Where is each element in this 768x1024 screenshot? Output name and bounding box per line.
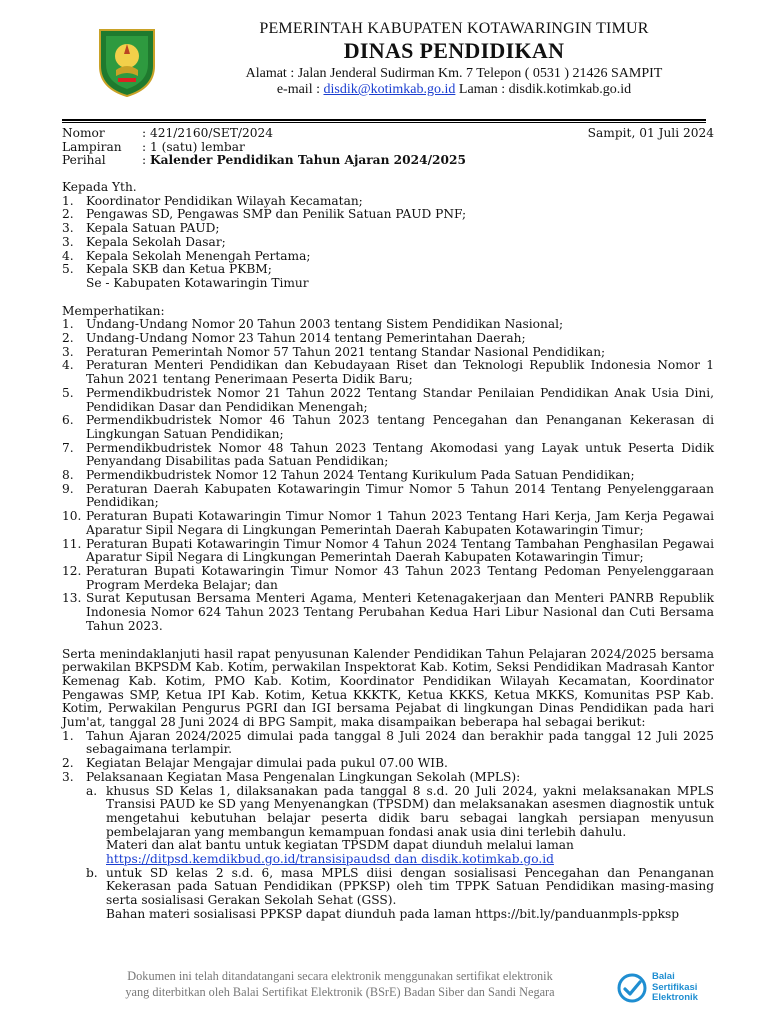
- list-item-text: Peraturan Bupati Kotawaringin Timur Nomor 43 Tahun 2023 Tentang Pedoman Penyelenggaraan Program Merdeka Belajar; dan: [86, 563, 714, 592]
- addressees-list: [62, 195, 714, 277]
- letter-date: Sampit, 01 Juli 2024: [587, 126, 714, 140]
- list-item-text: Permendikbudristek Nomor 21 Tahun 2022 Tentang Standar Penilaian Pendidikan Anak Usia Dini, Pendidikan Dasar dan Pendidikan Menengah;: [86, 385, 714, 414]
- considering-heading: Memperhatikan:: [62, 303, 165, 318]
- list-item: [62, 469, 714, 483]
- followup: [62, 648, 714, 922]
- followup-list: [62, 730, 714, 785]
- list-item-number: 4.: [62, 358, 74, 373]
- email-label: e-mail :: [276, 82, 324, 97]
- list-item-text: Undang-Undang Nomor 20 Tahun 2003 tentang Sistem Pendidikan Nasional;: [86, 317, 564, 332]
- list-item-text: Surat Keputusan Bersama Menteri Agama, Menteri Ketenagakerjaan dan Menteri PANRB Republik Indonesia Nomor 624 Tahun 2023 Tentang Perubahan Kedua Hari Libur Nasional dan Cuti Bersama Tahun 2023.: [86, 591, 714, 633]
- bsre-label-line-2: Sertifikasi: [652, 981, 698, 993]
- header-rule-thick: [62, 119, 706, 121]
- list-item-text: Permendikbudristek Nomor 48 Tahun 2023 Tentang Akomodasi yang Layak untuk Peserta Didik Penyandang Disabilitas pada Satuan Pendidikan;: [86, 440, 714, 469]
- letterhead: [0, 16, 768, 116]
- list-item-number: 5.: [62, 262, 74, 277]
- list-item: [62, 730, 714, 757]
- perihal-value: Kalender Pendidikan Tahun Ajaran 2024/2025: [149, 153, 466, 168]
- list-item-text: Kepala Sekolah Menengah Pertama;: [86, 248, 311, 263]
- list-item: [62, 592, 714, 633]
- list-item: [62, 483, 714, 510]
- letter-body: [62, 127, 714, 922]
- list-item-text: Kepala SKB dan Ketua PKBM;: [86, 262, 272, 277]
- list-item-text: Permendikbudristek Nomor 12 Tahun 2024 Tentang Kurikulum Pada Satuan Pendidikan;: [86, 468, 635, 483]
- list-item-number: 4.: [62, 248, 74, 263]
- list-item-text: Kepala Sekolah Dasar;: [86, 234, 226, 249]
- sub-item-b-text: untuk SD kelas 2 s.d. 6, masa MPLS diisi dengan sosialisasi Pencegahan dan Penanganan Kekerasan pada Satuan Pendidikan (PPKSP) oleh tim TPPK Satuan Pendidikan masing-masing serta sosialisasi Gerakan Sekolah Sehat (GSS).: [106, 865, 714, 908]
- list-item-text: Permendikbudristek Nomor 46 Tahun 2023 tentang Pencegahan dan Penanganan Kekerasan di Lingkungan Satuan Pendidikan;: [86, 413, 714, 441]
- list-item: [62, 263, 714, 277]
- list-item: [62, 510, 714, 537]
- list-item-text: Tahun Ajaran 2024/2025 dimulai pada tanggal 8 Juli 2024 dan berakhir pada tanggal 12 Juli 2025 sebagaimana terlampir.: [86, 728, 714, 757]
- mpls-sub-list: [86, 785, 714, 922]
- list-item-number: 8.: [62, 468, 74, 483]
- bsre-label: [652, 972, 698, 1004]
- list-item-number: 2.: [62, 207, 74, 222]
- e-signature-line-2: yang diterbitkan oleh Balai Sertifikat Elektronik (BSrE) Badan Siber dan Sandi Negara: [125, 985, 555, 999]
- list-item-text: Kepala Satuan PAUD;: [86, 221, 220, 236]
- perihal-label: Perihal: [62, 153, 106, 168]
- followup-paragraph: Serta menindaklanjuti hasil rapat penyusunan Kalender Pendidikan Tahun Pelajaran 2024/2025 bersama perwakilan BKPSDM Kab. Kotim, perwakilan Inspektorat Kab. Kotim, Seksi Pendidikan Madrasah Kantor Kemenag Kab. Kotim, PMO Kab. Kotim, Koordinator Pendidikan Wilayah Kecamatan, Koordinator Pengawas SMP, Ketua IPI Kab. Kotim, Ketua KKKTK, Ketua KKKS, Ketua MKKS, Komunitas PSP Kab. Kotim, Perwakilan Pengurus PGRI dan IGI bersama Pejabat di lingkungan Dinas Pendidikan pada hari Jum'at, tanggal 28 Juni 2024 di BPG Sampit, maka disampaikan beberapa hal sebagai berikut:: [62, 646, 714, 730]
- list-item: [62, 414, 714, 441]
- list-item-number: 1.: [62, 728, 74, 743]
- list-item-text: Undang-Undang Nomor 23 Tahun 2014 tentang Pemerintahan Daerah;: [86, 331, 526, 346]
- list-item-number: 10.: [62, 509, 82, 524]
- list-item-number: 2.: [62, 331, 74, 346]
- list-item: [62, 565, 714, 592]
- list-item: [86, 785, 714, 867]
- list-item-number: 3.: [62, 221, 74, 236]
- e-signature-line-1: Dokumen ini telah ditandatangani secara elektronik menggunakan sertifikat elektronik: [127, 969, 553, 983]
- sub-item-b-download: Bahan materi sosialisasi PPKSP dapat diunduh pada laman https://bit.ly/panduanmpls-ppksp: [106, 906, 680, 921]
- considering-list: [62, 318, 714, 633]
- list-item: [62, 771, 714, 785]
- header-rule-thin: [62, 122, 706, 123]
- nomor-value: : 421/2160/SET/2024: [142, 126, 273, 140]
- letter-meta: [62, 127, 714, 169]
- perihal-colon: :: [142, 153, 150, 168]
- contact-line: [160, 82, 748, 98]
- lampiran-value: : 1 (satu) lembar: [142, 139, 245, 154]
- list-item-number: 2.: [62, 756, 74, 771]
- office-name: DINAS PENDIDIKAN: [343, 38, 565, 63]
- list-item-number: 3.: [62, 234, 74, 249]
- list-item: [62, 195, 714, 209]
- tpsdm-download-link[interactable]: https://ditpsd.kemdikbud.go.id/transisipaudsd dan disdik.kotimkab.go.id: [106, 852, 554, 867]
- list-item-text: Pengawas SD, Pengawas SMP dan Penilik Satuan PAUD PNF;: [86, 207, 467, 222]
- list-item-number: 5.: [62, 385, 74, 400]
- letterhead-text: [160, 20, 748, 98]
- list-item-text: Peraturan Menteri Pendidikan dan Kebudayaan Riset dan Teknologi Republik Indonesia Nomor 1 Tahun 2021 tentang Penerimaan Peserta Didik Baru;: [86, 358, 714, 387]
- sub-item-marker: b.: [86, 865, 98, 880]
- list-item: [86, 867, 714, 922]
- list-item: [62, 250, 714, 264]
- list-item-text: Peraturan Daerah Kabupaten Kotawaringin Timur Nomor 5 Tahun 2014 Tentang Penyelenggaraan Pendidikan;: [86, 481, 714, 510]
- list-item: [62, 222, 714, 236]
- list-item-number: 13.: [62, 591, 82, 606]
- e-signature-footer: [60, 968, 710, 1012]
- bsre-label-line-3: Elektronik: [652, 992, 698, 1003]
- list-item-number: 1.: [62, 193, 74, 208]
- list-item-number: 11.: [62, 536, 82, 551]
- considering: [62, 305, 714, 634]
- addressees: [62, 181, 714, 291]
- website-label: Laman : disdik.kotimkab.go.id: [455, 82, 632, 97]
- list-item-text: Peraturan Bupati Kotawaringin Timur Nomor 4 Tahun 2024 Tentang Tambahan Penghasilan Pegawai Aparatur Sipil Negara di Lingkungan Pemerintah Daerah Kabupaten Kotawaringin Timur;: [86, 536, 714, 565]
- list-item: [62, 387, 714, 414]
- addressees-trailer: Se - Kabupaten Kotawaringin Timur: [86, 275, 309, 290]
- list-item-text: Kegiatan Belajar Mengajar dimulai pada pukul 07.00 WIB.: [86, 756, 448, 771]
- bsre-emblem-icon: [616, 972, 648, 1004]
- list-item: [62, 442, 714, 469]
- bsre-label-line-1: Balai: [652, 971, 675, 982]
- list-item-text: Pelaksanaan Kegiatan Masa Pengenalan Lingkungan Sekolah (MPLS):: [86, 769, 521, 784]
- list-item: [62, 346, 714, 360]
- list-item: [62, 208, 714, 222]
- list-item-text: Koordinator Pendidikan Wilayah Kecamatan;: [86, 193, 363, 208]
- list-item: [62, 332, 714, 346]
- sub-item-a-download: Materi dan alat bantu untuk kegiatan TPSDM dapat diunduh melalui laman: [106, 838, 574, 853]
- list-item-number: 3.: [62, 769, 74, 784]
- list-item-number: 3.: [62, 344, 74, 359]
- sub-item-a-text: khusus SD Kelas 1, dilaksanakan pada tanggal 8 s.d. 20 Juli 2024, yakni melaksanakan MPLS Transisi PAUD ke SD yang Menyenangkan (TPSDM) dan melaksanakan asesmen diagnostik untuk mengetahui kebutuhan belajar peserta didik baru sebagai langkah persiapan menyusun pembelajaran yang membangun kemampuan fondasi anak usia dini terlebih dahulu.: [106, 783, 714, 839]
- list-item-number: 7.: [62, 440, 74, 455]
- bsre-logo: [616, 972, 708, 1006]
- sub-item-marker: a.: [86, 783, 98, 798]
- list-item-number: 6.: [62, 413, 74, 428]
- nomor-label: Nomor: [62, 126, 105, 140]
- list-item-text: Peraturan Pemerintah Nomor 57 Tahun 2021 tentang Standar Nasional Pendidikan;: [86, 344, 606, 359]
- lampiran-label: Lampiran: [62, 139, 122, 154]
- addressees-heading: Kepada Yth.: [62, 180, 137, 194]
- email-link[interactable]: disdik@kotimkab.go.id: [323, 82, 456, 97]
- list-item-number: 9.: [62, 481, 74, 496]
- office-address: Alamat : Jalan Jenderal Sudirman Km. 7 Telepon ( 0531 ) 21426 SAMPIT: [245, 66, 663, 81]
- e-signature-notice: [60, 968, 620, 1000]
- list-item-text: Peraturan Bupati Kotawaringin Timur Nomor 1 Tahun 2023 Tentang Hari Kerja, Jam Kerja Pegawai Aparatur Sipil Negara di Lingkungan Pemerintah Daerah Kabupaten Kotawaringin Timur;: [86, 509, 714, 537]
- list-item: [62, 359, 714, 386]
- list-item: [62, 757, 714, 771]
- list-item-number: 12.: [62, 563, 82, 578]
- list-item-number: 1.: [62, 317, 74, 332]
- government-name: PEMERINTAH KABUPATEN KOTAWARINGIN TIMUR: [259, 20, 649, 37]
- list-item: [62, 318, 714, 332]
- list-item: [62, 236, 714, 250]
- regency-emblem-icon: [96, 26, 158, 98]
- list-item: [62, 538, 714, 565]
